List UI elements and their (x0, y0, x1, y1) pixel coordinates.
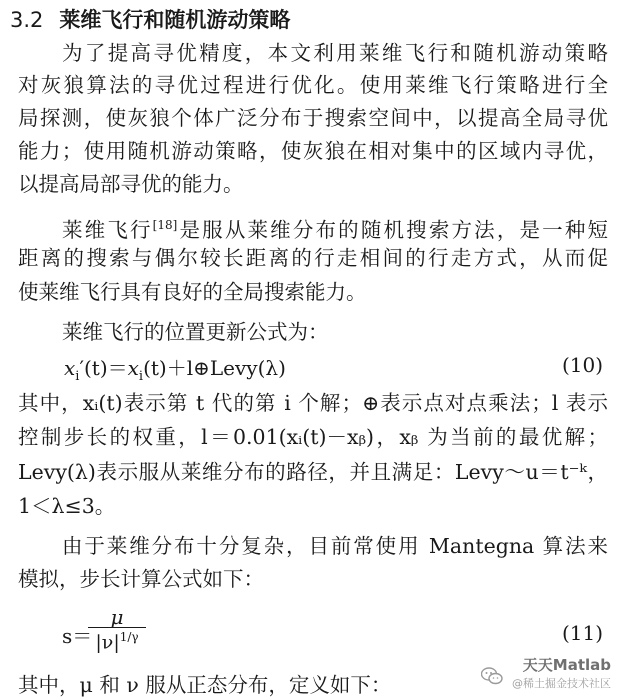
paragraph-line: 其中，μ 和 ν 服从正态分布，定义如下： (18, 673, 392, 697)
equation-number: (10) (561, 353, 603, 377)
eq-text: (t)＋l⊕Levy(λ) (143, 356, 286, 380)
paragraph-text: 莱维飞行 (62, 217, 153, 242)
section-title: 莱维飞行和随机游动策略 (59, 7, 291, 32)
paragraph-line: 以提高局部寻优的能力。 (18, 172, 244, 196)
watermark-subtitle: @稀土掘金技术社区 (512, 677, 611, 690)
paragraph-line: Levy(λ)表示服从莱维分布的路径，并且满足：Levy～u＝t⁻ᵏ， (18, 460, 608, 484)
paragraph-line: 为了提高寻优精度，本文利用莱维飞行和随机游动策略 (62, 41, 608, 65)
paragraph-line: 莱维飞行的位置更新公式为： (62, 320, 329, 344)
watermark-title: 天天Matlab (522, 656, 611, 674)
paragraph-line: 控制步长的权重，l＝0.01(xᵢ(t)－xᵦ)，xᵦ 为当前的最优解； (18, 425, 608, 449)
eq11-lhs: s＝ (62, 624, 93, 648)
denominator-exponent: 1/γ (119, 630, 139, 644)
paragraph-line (62, 212, 608, 243)
citation-ref: [18] (152, 218, 178, 232)
paragraph-text: 是服从莱维分布的随机搜索方法，是一种短 (177, 217, 608, 242)
paragraph-line: 局探测，使灰狼个体广泛分布于搜索空间中，以提高全局寻优 (18, 106, 608, 130)
paragraph-line: 能力；使用随机游动策略，使灰狼在相对集中的区域内寻优， (18, 139, 608, 163)
eq-text: ′(t)＝ (79, 356, 128, 380)
equation-number: (11) (561, 621, 603, 645)
watermark (512, 654, 611, 691)
paragraph-line: 使莱维飞行具有良好的全局搜索能力。 (18, 280, 367, 304)
paragraph-line: 模拟，步长计算公式如下： (18, 567, 264, 591)
eq-subscript: i (138, 369, 144, 384)
eq-var: x (127, 356, 139, 380)
paragraph-line: 由于莱维分布十分复杂，目前常使用 Mantegna 算法来 (62, 534, 608, 558)
paragraph-line: 其中，xᵢ(t)表示第 t 代的第 i 个解；⊕表示点对点乘法；l 表示 (18, 391, 608, 415)
paragraph-line: 对灰狼算法的寻优过程进行优化。使用莱维飞行策略进行全 (18, 73, 608, 97)
denominator-text: |ν| (95, 631, 120, 654)
paragraph-line: 1＜λ≤3。 (18, 494, 116, 518)
paragraph-line: 距离的搜索与偶尔较长距离的行走相间的行走方式，从而促 (18, 246, 608, 270)
eq-subscript: i (75, 369, 80, 384)
equation-11-fraction (86, 605, 148, 653)
wechat-icon (481, 667, 503, 685)
eq-var: x (64, 356, 76, 380)
section-number: 3.2 (10, 8, 44, 32)
equation-10 (64, 352, 286, 384)
fraction-numerator: μ (110, 605, 124, 629)
fraction-denominator (86, 630, 148, 653)
section-heading (10, 4, 290, 34)
